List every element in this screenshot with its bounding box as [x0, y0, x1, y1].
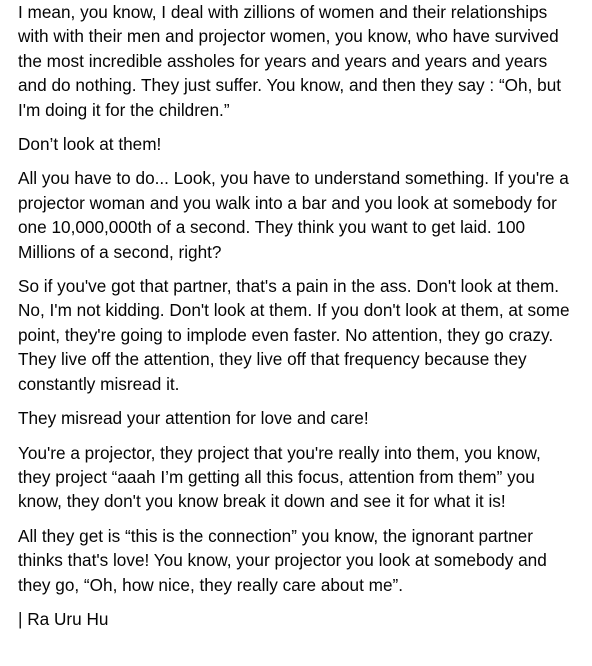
paragraph-4: So if you've got that partner, that's a pain in the ass. Don't look at them. No, I'm not kidding. Don't look at them. If you don't look at them, at some point, they're going to implode even faster. No attention, they go crazy. They live off the attention, they live off that frequency because they constantly misread it.: [18, 276, 570, 394]
paragraph-2: Don’t look at them!: [18, 134, 162, 155]
paragraph-7: All they get is “this is the connection” you know, the ignorant partner thinks that's love! You know, your projector you look at somebody and they go, “Oh, how nice, they really care about me”.: [18, 525, 547, 595]
paragraph-5: They misread your attention for love and care!: [18, 408, 369, 429]
attribution: | Ra Uru Hu: [18, 608, 109, 629]
paragraph-1: I mean, you know, I deal with zillions of women and their relationships with with their men and projector women, you know, who have survived the most incredible assholes for years and years and years and years and do nothing. They just suffer. You know, and then they say : “Oh, but I'm doing it for the children.”: [18, 2, 562, 120]
paragraph-3: All you have to do... Look, you have to understand something. If you're a projector woman and you walk into a bar and you look at somebody for one 10,000,000th of a second. They think you want to get laid. 100 Millions of a second, right?: [18, 168, 569, 262]
paragraph-6: You're a projector, they project that you're really into them, you know, they project “aaah I’m getting all this focus, attention from them” you know, they don't you know break it down and see it for what it is!: [18, 442, 541, 512]
